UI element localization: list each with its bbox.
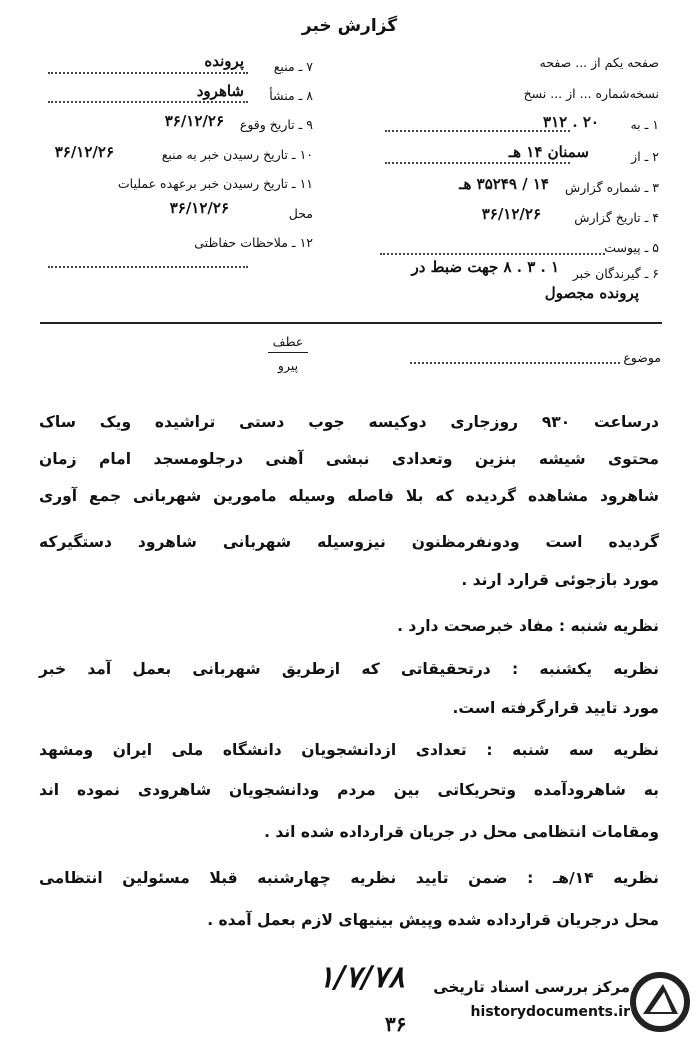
from-label: ۲ ـ از (631, 149, 659, 164)
subject-dots (410, 362, 620, 364)
copies-label: نسخه‌شماره ... از ... نسخ (523, 86, 659, 101)
body-line: نظریه ۱۴/هـ : ضمن تایید نظریه چهارشنبه قبلا مسئولین انتظامی (39, 869, 659, 887)
attachment-label: ۵ ـ پیوست (604, 240, 659, 255)
report-date-value: ۳۶/۱۲/۲۶ (481, 205, 541, 223)
place-label: محل (288, 206, 313, 221)
watermark-title: مرکز بررسی اسناد تاریخی (433, 978, 630, 996)
ops-value: ۳۶/۱۲/۲۶ (169, 199, 229, 217)
recipients-value-2: پرونده مجصول (544, 284, 639, 302)
source-value: پرونده (204, 52, 244, 70)
body-line: مورد بازجوئی قرارد ارند . (461, 571, 659, 589)
body-line: شاهرود مشاهده گردیده که بلا فاصله وسیله مامورین شهربانی جمع آوری (39, 487, 659, 505)
body-line: محتوی شیشه بنزین وتعدادی نبشی آهنی درجلومسجد امام زمان (39, 450, 659, 468)
report-no-label: ۳ ـ شماره گزارش (564, 180, 659, 195)
ref-line (268, 352, 308, 353)
to-label: ۱ ـ به (630, 117, 659, 132)
body-line: مورد تایید قرارگرفته است. (452, 699, 659, 717)
body-line: به شاهرودآمده وتحریکاتی بین مردم ودانشجویان شاهرودی نموده اند (39, 781, 659, 799)
subject-label: موضوع (623, 350, 661, 365)
source-dots (48, 72, 248, 74)
archive-watermark (433, 962, 692, 1034)
receipt-label: ۱۰ ـ تاریخ رسیدن خبر به منبع (161, 147, 313, 162)
report-date-label: ۴ ـ تاریخ گزارش (574, 210, 659, 225)
archive-logo-icon (438, 962, 692, 1034)
origin-dots (48, 101, 248, 103)
ref-label: عطف (272, 334, 304, 349)
from-value: سمنان ۱۴ هـ (508, 143, 589, 161)
event-date-value: ۳۶/۱۲/۲۶ (164, 112, 224, 130)
ref-sub: پیرو (277, 358, 299, 373)
attachment-dots (380, 253, 605, 255)
body-line: نظریه یکشنبه : درتحقیقاتی که ازطریق شهربانی بعمل آمد خبر (39, 660, 659, 678)
to-value: ۲۰ . ۳۱۲ (543, 113, 599, 131)
ops-label: ۱۱ ـ تاریخ رسیدن خبر برعهده عملیات (117, 176, 313, 191)
report-no-value: ۱۴ / ۳۵۲۴۹ هـ (459, 175, 549, 193)
to-dots (385, 130, 570, 132)
security-label: ۱۲ ـ ملاحظات حفاظتی (194, 235, 313, 250)
origin-value: شاهرود (196, 82, 244, 100)
signature: ۱/۷/۷۸ (318, 960, 405, 995)
page-label: صفحه یکم از ... صفحه (539, 55, 659, 70)
receipt-value: ۳۶/۱۲/۲۶ (54, 143, 114, 161)
source-label: ۷ ـ منبع (273, 59, 313, 74)
recipients-label: ۶ ـ گیرندگان خبر (572, 266, 659, 281)
body-line: نظریه شنبه : مفاد خبرصحت دارد . (397, 617, 659, 635)
from-dots (385, 162, 570, 164)
watermark-url: historydocuments.ir (470, 1004, 630, 1020)
body-line: درساعت ۹۳۰ روزجاری دوکیسه جوب دستی تراشیده ویک ساک (39, 413, 659, 431)
security-dots (48, 266, 248, 268)
document-title: گزارش خبر (301, 16, 398, 36)
body-line: ومقامات انتظامی محل در جریان قرارداده شده اند . (264, 823, 659, 841)
body-line: نظریه سه شنبه : تعدادی ازدانشجویان دانشگاه ملی ایران ومشهد (39, 741, 659, 759)
footer-number: ۳۶ (385, 1012, 407, 1036)
body-line: گردیده است ودونفرمظنون نیزوسیله شهربانی شاهرود دستگیرکه (39, 533, 659, 551)
header-divider (40, 322, 662, 324)
event-date-label: ۹ ـ تاریخ وقوع (239, 117, 313, 132)
recipients-value: ۱ . ۳ . ۸ جهت ضبط در (411, 258, 559, 276)
body-line: محل درجریان قرارداده شده وپیش بینیهای لازم بعمل آمده . (207, 911, 659, 929)
origin-label: ۸ ـ منشأ (269, 88, 313, 103)
